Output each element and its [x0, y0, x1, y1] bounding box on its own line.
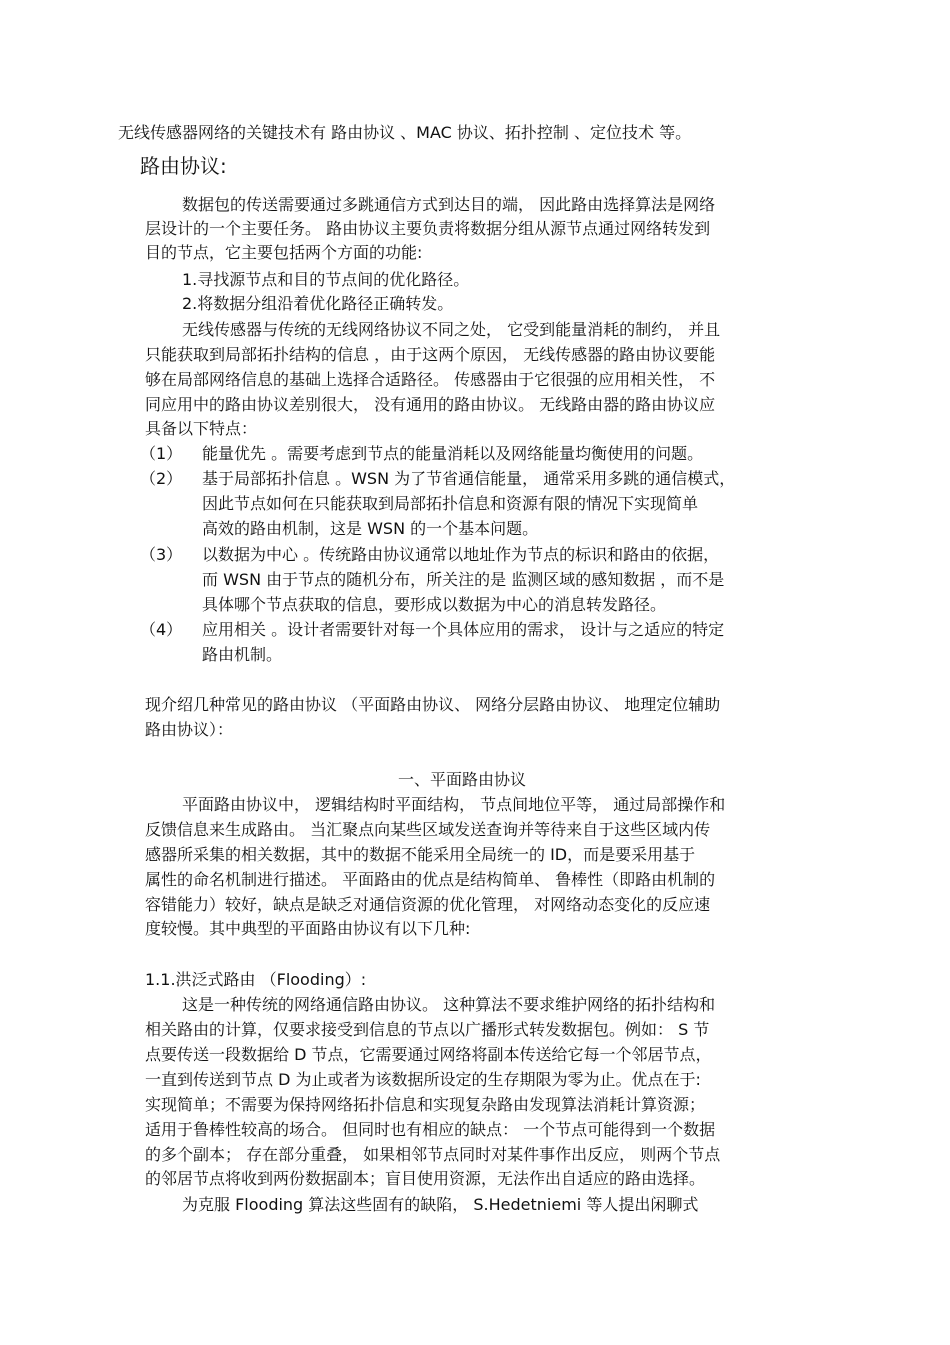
text-line: 相关路由的计算，仅要求接受到信息的节点以广播形式转发数据包。例如： S 节	[145, 1020, 710, 1039]
text-line: 点要传送一段数据给 D 节点，它需要通过网络将副本传送给它每一个邻居节点，	[145, 1045, 712, 1064]
text-line: 无线传感器与传统的无线网络协议不同之处， 它受到能量消耗的制约， 并且	[182, 320, 721, 339]
text-line: 适用于鲁棒性较高的场合。 但同时也有相应的缺点： 一个节点可能得到一个数据	[145, 1120, 716, 1139]
text-line: 容错能力）较好，缺点是缺乏对通信资源的优化管理， 对网络动态变化的反应速	[145, 895, 711, 914]
feature-number: （4）	[140, 620, 183, 639]
feature-text: 能量优先 。需要考虑到节点的能量消耗以及网络能量均衡使用的问题。	[202, 444, 704, 463]
text-line: 平面路由协议中， 逻辑结构时平面结构， 节点间地位平等， 通过局部操作和	[182, 795, 726, 814]
text-line: 为克服 Flooding 算法这些固有的缺陷， S.Hedetniemi 等人提出闲聊式	[182, 1195, 699, 1214]
feature-text: 高效的路由机制，这是 WSN 的一个基本问题。	[202, 519, 539, 538]
text-line: 实现简单；不需要为保持网络拓扑信息和实现复杂路由发现算法消耗计算资源；	[145, 1095, 706, 1114]
text-line: 够在局部网络信息的基础上选择合适路径。 传感器由于它很强的应用相关性， 不	[145, 370, 716, 389]
feature-text: 因此节点如何在只能获取到局部拓扑信息和资源有限的情况下实现简单	[202, 494, 699, 513]
text-line: 现介绍几种常见的路由协议 （平面路由协议、 网络分层路由协议、 地理定位辅助	[145, 695, 721, 714]
text-line: 感器所采集的相关数据，其中的数据不能采用全局统一的 ID，而是要采用基于	[145, 845, 696, 864]
text-line: 数据包的传送需要通过多跳通信方式到达目的端， 因此路由选择算法是网络	[182, 195, 716, 214]
text-line: 层设计的一个主要任务。 路由协议主要负责将数据分组从源节点通过网络转发到	[145, 219, 711, 238]
text-line: 具备以下特点：	[145, 419, 258, 438]
feature-text: 路由机制。	[202, 645, 283, 664]
subsection-title-flooding: 1.1.洪泛式路由 （Flooding）:	[145, 970, 367, 989]
text-line: 的邻居节点将收到两份数据副本；盲目使用资源，无法作出自适应的路由选择。	[145, 1169, 706, 1188]
section-title-flat-routing: 一、平面路由协议	[398, 770, 527, 789]
intro-line: 无线传感器网络的关键技术有 路由协议 、MAC 协议、拓扑控制 、定位技术 等。	[118, 123, 692, 142]
text-line: 属性的命名机制进行描述。 平面路由的优点是结构简单、 鲁棒性（即路由机制的	[145, 870, 716, 889]
feature-text: 而 WSN 由于节点的随机分布，所关注的是 监测区域的感知数据 ，而不是	[202, 570, 725, 589]
text-line: 一直到传送到节点 D 为止或者为该数据所设定的生存期限为零为止。优点在于:	[145, 1070, 701, 1089]
text-line: 的多个副本； 存在部分重叠， 如果相邻节点同时对某件事作出反应， 则两个节点	[145, 1145, 721, 1164]
text-line: 这是一种传统的网络通信路由协议。 这种算法不要求维护网络的拓扑结构和	[182, 995, 716, 1014]
feature-text: 具体哪个节点获取的信息，要形成以数据为中心的消息转发路径。	[202, 595, 667, 614]
feature-number: （1）	[140, 444, 183, 463]
text-line: 目的节点，它主要包括两个方面的功能:	[145, 243, 423, 262]
list-item: 2.将数据分组沿着优化路径正确转发。	[182, 294, 454, 313]
text-line: 同应用中的路由协议差别很大， 没有通用的路由协议。 无线路由器的路由协议应	[145, 395, 716, 414]
section-heading-routing: 路由协议:	[140, 154, 227, 178]
feature-text: 基于局部拓扑信息 。WSN 为了节省通信能量， 通常采用多跳的通信模式，	[202, 469, 736, 488]
feature-text: 以数据为中心 。传统路由协议通常以地址作为节点的标识和路由的依据，	[202, 545, 720, 564]
feature-text: 应用相关 。设计者需要针对每一个具体应用的需求， 设计与之适应的特定	[202, 620, 725, 639]
text-line: 度较慢。其中典型的平面路由协议有以下几种:	[145, 919, 471, 938]
list-item: 1.寻找源节点和目的节点间的优化路径。	[182, 270, 470, 289]
feature-number: （2）	[140, 469, 183, 488]
text-line: 路由协议）：	[145, 720, 234, 739]
feature-number: （3）	[140, 545, 183, 564]
text-line: 只能获取到局部拓扑结构的信息 ，由于这两个原因， 无线传感器的路由协议要能	[145, 345, 716, 364]
text-line: 反馈信息来生成路由。 当汇聚点向某些区域发送查询并等待来自于这些区域内传	[145, 820, 711, 839]
